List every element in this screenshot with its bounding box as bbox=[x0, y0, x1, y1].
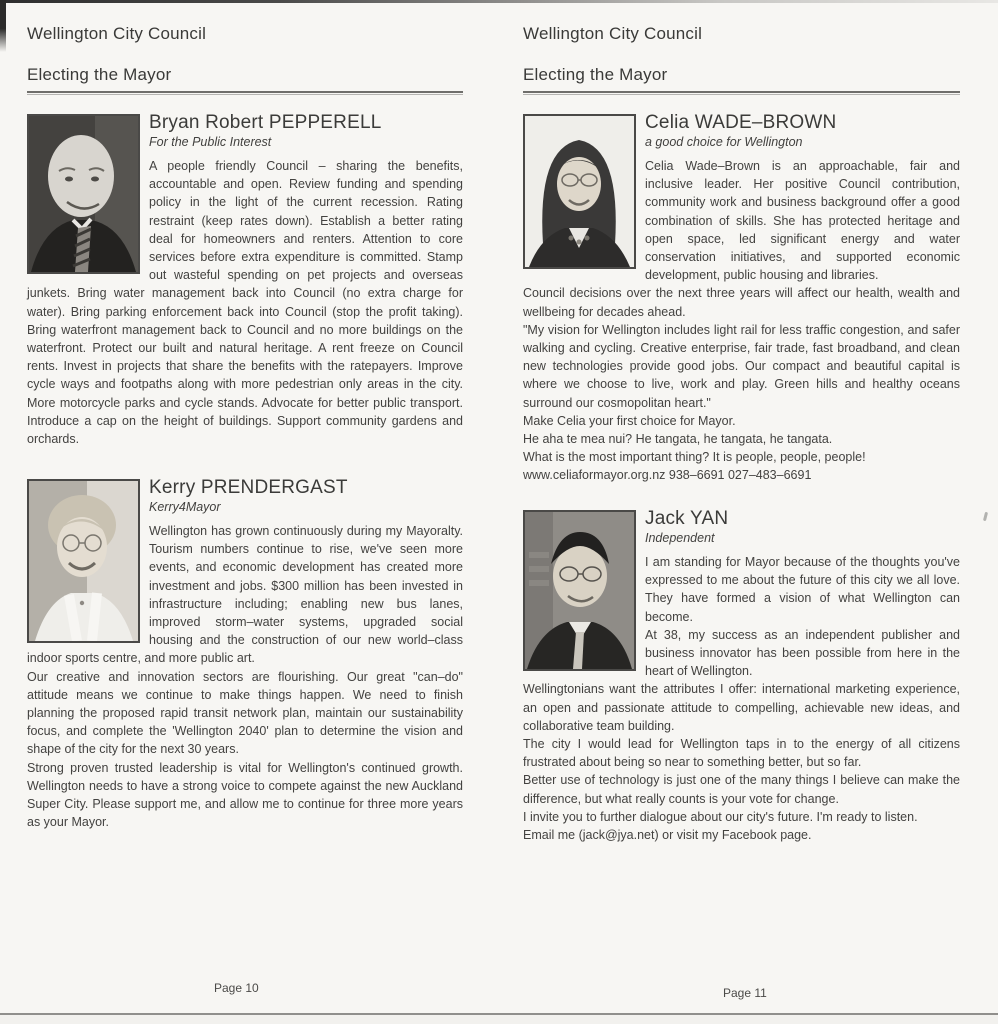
candidate-paragraph: The city I would lead for Wellington taps in to the energy of all citizens frustrated about being so near to something better, but so far. bbox=[523, 737, 960, 770]
candidate-paragraph: Council decisions over the next three years will affect our health, wealth and wellbeing for decades ahead. bbox=[523, 286, 960, 319]
candidate-name: Kerry PRENDERGAST bbox=[149, 477, 348, 498]
candidate-paragraph: Our creative and innovation sectors are flourishing. Our great "can–do" attitude means we continue to make things happen. We need to finish planning the proposed rapid transit network plan, maintain our sustainability focus, and complete the 'Wellington 2040' plan to determine the vision and shape of the city for the next 30 years. bbox=[27, 669, 463, 757]
page-title: Wellington City Council bbox=[27, 24, 207, 43]
portrait-bald-man-icon bbox=[29, 116, 138, 272]
candidate-photo-yan bbox=[523, 510, 636, 671]
candidate-section-pepperell bbox=[27, 112, 463, 448]
candidate-name: Jack YAN bbox=[645, 508, 729, 529]
page-number-right: Page 11 bbox=[723, 986, 767, 1000]
candidate-name: Bryan Robert PEPPERELL bbox=[149, 112, 382, 133]
scan-edge-left bbox=[0, 0, 6, 52]
candidate-paragraph: Wellingtonians want the attributes I offer: international marketing experience, an open and passionate attitude to compelling, achievable new ideas, and collaborative team building. bbox=[523, 682, 960, 733]
candidate-tagline: Kerry4Mayor bbox=[149, 500, 221, 514]
candidate-contact-line: www.celiaformayor.org.nz 938–6691 027–483–6691 bbox=[523, 468, 812, 483]
header-rule bbox=[27, 91, 463, 95]
page-left bbox=[27, 24, 463, 830]
candidate-paragraph: I invite you to further dialogue about our city's future. I'm ready to listen. bbox=[523, 809, 918, 824]
page-subtitle: Electing the Mayor bbox=[523, 65, 668, 84]
candidate-section-wade-brown bbox=[523, 112, 960, 485]
page-right bbox=[523, 24, 960, 843]
page-subtitle: Electing the Mayor bbox=[27, 65, 172, 84]
page-number-left: Page 10 bbox=[214, 981, 259, 995]
header-rule bbox=[523, 91, 960, 95]
portrait-man-glasses-icon bbox=[525, 512, 634, 669]
portrait-woman-short-hair-icon bbox=[29, 481, 138, 641]
candidate-photo-pepperell bbox=[27, 114, 140, 274]
scan-edge-top bbox=[0, 0, 998, 3]
page-title: Wellington City Council bbox=[523, 24, 703, 43]
candidate-paragraph: He aha te mea nui? He tangata, he tangata, he tangata. bbox=[523, 432, 833, 447]
candidate-paragraph: "My vision for Wellington includes light rail for less traffic congestion, and safer walking and cycling. Creative enterprise, fair trade, fast broadband, and clean new technologies provide good jobs. Our compact and beautiful capital is where we choose to live, work and play. Green hills and healthy oceans surround our cosmopolitan heart." bbox=[523, 322, 960, 410]
scan-edge-bottom bbox=[0, 1013, 998, 1024]
candidate-section-yan bbox=[523, 508, 960, 844]
candidate-paragraph: Wellington has grown continuously during my Mayoralty. Tourism numbers continue to rise, we've seen more events, and economic development has created more investment and jobs. $300 million has been invested in infrastructure including; enabling new bus lanes, improved storm–water systems, upgraded social housing and the construction of our new world–class indoor sports centre, and more public art. bbox=[27, 524, 463, 666]
candidate-photo-prendergast bbox=[27, 479, 140, 643]
scan-artifact-mark bbox=[983, 512, 988, 521]
candidate-paragraph: Celia Wade–Brown is an approachable, fair and inclusive leader. Her positive Council contribution, community work and business background offer a good combination of skills. She has protected heritage and open space, led significant energy and water conservation initiatives, and supported economic development, public housing and libraries. bbox=[645, 159, 960, 283]
candidate-photo-wade-brown bbox=[523, 114, 636, 269]
candidate-paragraph: I am standing for Mayor because of the thoughts you've expressed to me about the future of this city we all love. They have formed a vision of what Wellington can become. bbox=[645, 555, 960, 624]
candidate-tagline: For the Public Interest bbox=[149, 135, 272, 149]
candidate-contact-line: Email me (jack@jya.net) or visit my Facebook page. bbox=[523, 828, 812, 843]
candidate-tagline: Independent bbox=[645, 531, 715, 545]
candidate-paragraph: Better use of technology is just one of the many things I believe can make the difference, but what really counts is your vote for change. bbox=[523, 773, 960, 806]
candidate-paragraph: At 38, my success as an independent publisher and business innovator has been possible from here in the heart of Wellington. bbox=[645, 627, 960, 679]
candidate-paragraph: What is the most important thing? It is people, people, people! bbox=[523, 450, 866, 465]
candidate-tagline: a good choice for Wellington bbox=[645, 135, 803, 149]
candidate-paragraph: Strong proven trusted leadership is vital for Wellington's continued growth. Wellington needs to have a strong voice to compete against the new Auckland Super City. Please support me, and allow me to continue for three more years as your Mayor. bbox=[27, 760, 463, 830]
candidate-section-prendergast bbox=[27, 477, 463, 831]
candidate-paragraph: A people friendly Council – sharing the benefits, accountable and open. Review funding and spending policy in the light of the current recession. Rating restraint (keep rates down). Establish a better rating deal for homeowners and renters. Attention to core services before extra expenditure is committed. Stamp out wasteful spending on pet projects and overseas junkets. Bring water management back into Council (no extra charge for water). Bring parking enforcement back into Council (stop the profit taking). Bring waterfront management back to Council and no more buildings on the waterfront. Protect our built and natural heritage. A rent freeze on Council rents. Invest in projects that share the benefits with the ratepayers. Improve cycle ways and footpaths along with more pedestrian only areas in the city. More motorcycle parks and cycle stands. Advocate for better public transport. Introduce a cap on the height of buildings. Support community gardens and orchards. bbox=[27, 159, 463, 447]
candidate-name: Celia WADE–BROWN bbox=[645, 112, 837, 133]
portrait-woman-dark-hair-icon bbox=[525, 116, 634, 267]
candidate-paragraph: Make Celia your first choice for Mayor. bbox=[523, 413, 736, 428]
